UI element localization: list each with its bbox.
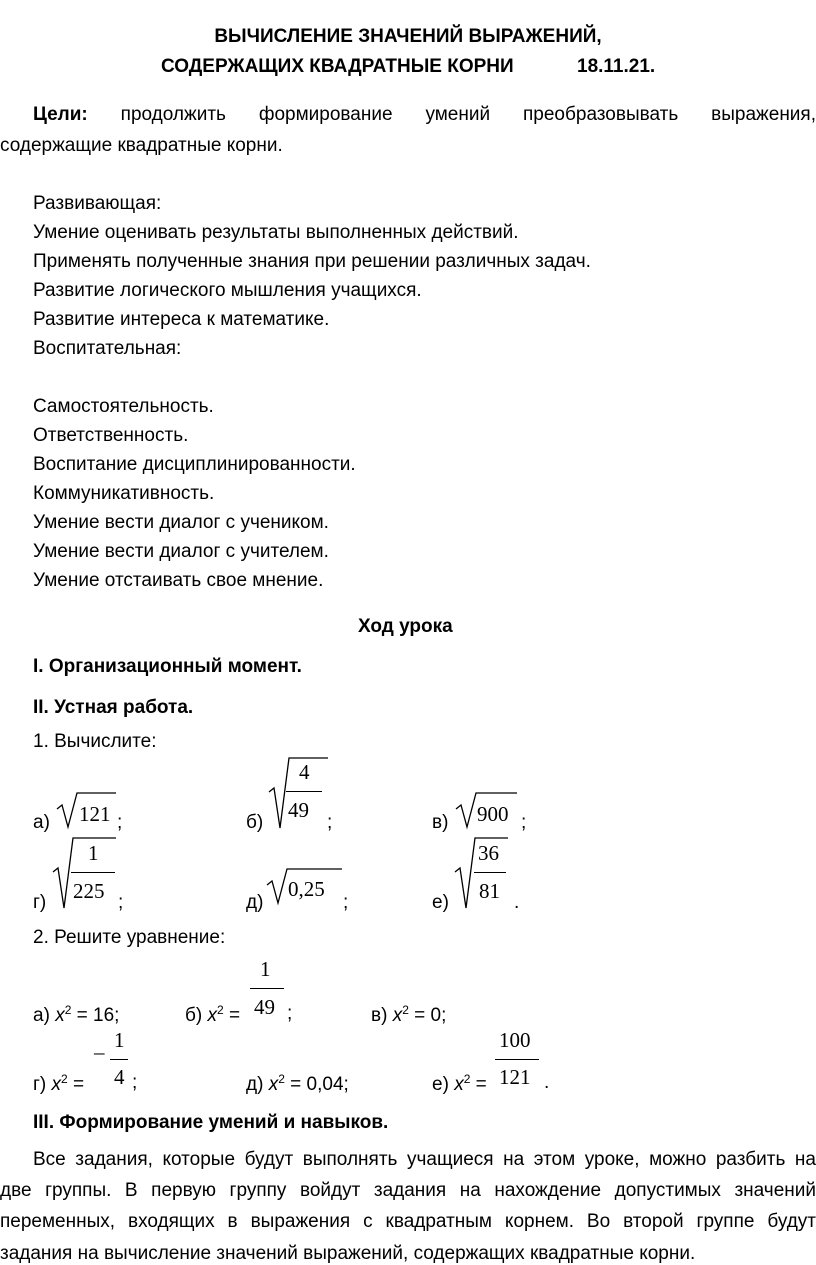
section-2-heading: II. Устная работа. (33, 697, 194, 718)
goals-line-1 (33, 104, 816, 126)
radicand: 0,25 (288, 877, 325, 901)
paragraph-line: Все задания, которые будут выполнять учащиеся на этом уроке, можно разбить на (33, 1149, 816, 1170)
item-label: б) (246, 812, 264, 833)
section-1-heading: I. Организационный момент. (33, 656, 302, 677)
goals-word: преобразовывать (523, 104, 679, 125)
fraction-numerator: 1 (114, 1028, 125, 1052)
item-label: д) (246, 892, 264, 913)
fraction-denominator: 49 (254, 995, 275, 1019)
fraction-numerator: 1 (88, 841, 99, 865)
list-item: Умение вести диалог с учителем. (33, 541, 329, 562)
paragraph-last-line: задания на вычисление значений выражений, содержащих квадратные корни. (0, 1243, 696, 1264)
goals-word: выражения, (711, 104, 816, 125)
fraction-numerator: 4 (299, 760, 310, 784)
goals-word: формирование (258, 104, 393, 125)
fraction-bar (474, 872, 506, 873)
item-label: в) (432, 812, 449, 833)
list-item: Самостоятельность. (33, 396, 214, 417)
fraction-denominator: 225 (73, 879, 105, 903)
item-end: ; (117, 812, 123, 833)
item-end: ; (327, 812, 333, 833)
paragraph-line: две группы. В первую группу войдут задания на нахождение допустимых значений (0, 1180, 816, 1201)
item-label: г) (33, 892, 47, 913)
title-line-2: СОДЕРЖАЩИХ КВАДРАТНЫЕ КОРНИ (161, 56, 514, 77)
equation-text: д) $x^2 = 0,04$; (246, 1072, 349, 1095)
fraction-numerator: 100 (499, 1028, 531, 1052)
item-label: а) (33, 812, 50, 833)
list-item: Умение отстаивать свое мнение. (33, 570, 324, 591)
list-item: Умение оценивать результаты выполненных действий. (33, 222, 519, 243)
task-1-heading: 1. Вычислите: (33, 731, 157, 752)
task-2-heading: 2. Решите уравнение: (33, 927, 226, 948)
list-item: Развитие интереса к математике. (33, 309, 330, 330)
fraction-numerator: 1 (260, 957, 271, 981)
list-item: Умение вести диалог с учеником. (33, 512, 329, 533)
fraction-bar (71, 872, 115, 873)
list-item: Ответственность. (33, 425, 189, 446)
radicand: 121 (79, 802, 111, 826)
educational-heading: Воспитательная: (33, 338, 182, 359)
goals-word: продолжить (120, 104, 226, 125)
list-item: Коммуникативность. (33, 483, 215, 504)
list-item: Применять полученные знания при решении различных задач. (33, 251, 591, 272)
equation-text: в) $x^2 = 0$; (371, 1003, 447, 1026)
equation-text: е) $x^2$ = (432, 1072, 487, 1095)
fraction-bar (250, 988, 284, 989)
item-end: ; (343, 892, 349, 913)
fraction-denominator: 49 (288, 798, 309, 822)
fraction-denominator: 4 (114, 1065, 125, 1089)
equation-text: а) $x^2 = 16$; (33, 1003, 120, 1026)
fraction-bar (286, 791, 322, 792)
item-end: ; (521, 812, 527, 833)
paragraph-line: переменных, входящих в выражения с квадратным корнем. Во второй группе будут (0, 1211, 816, 1232)
fraction-denominator: 81 (479, 879, 500, 903)
list-item: Развитие логического мышления учащихся. (33, 280, 422, 301)
item-end: . (514, 892, 520, 913)
goals-word: умений (425, 104, 491, 125)
fraction-bar (110, 1059, 128, 1060)
title-date: 18.11.21. (577, 56, 656, 77)
lesson-heading: Ход урока (358, 616, 453, 637)
goals-line-2: содержащие квадратные корни. (0, 135, 283, 156)
item-end: ; (132, 1072, 138, 1093)
goals-label: Цели: (33, 104, 88, 125)
title-line-1: ВЫЧИСЛЕНИЕ ЗНАЧЕНИЙ ВЫРАЖЕНИЙ, (214, 26, 602, 47)
item-label: е) (432, 892, 449, 913)
item-end: . (544, 1072, 550, 1093)
item-end: ; (287, 1003, 293, 1024)
fraction-bar (495, 1059, 539, 1060)
radicand: 900 (477, 802, 509, 826)
developing-heading: Развивающая: (33, 193, 162, 214)
list-item: Воспитание дисциплинированности. (33, 454, 356, 475)
section-3-heading: III. Формирование умений и навыков. (33, 1112, 389, 1133)
equation-text: г) $x^2$ = (33, 1072, 85, 1095)
equation-text: б) $x^2$ = (185, 1003, 241, 1026)
minus-sign: – (94, 1040, 105, 1064)
item-end: ; (118, 892, 124, 913)
fraction-denominator: 121 (499, 1065, 531, 1089)
fraction-numerator: 36 (478, 841, 499, 865)
